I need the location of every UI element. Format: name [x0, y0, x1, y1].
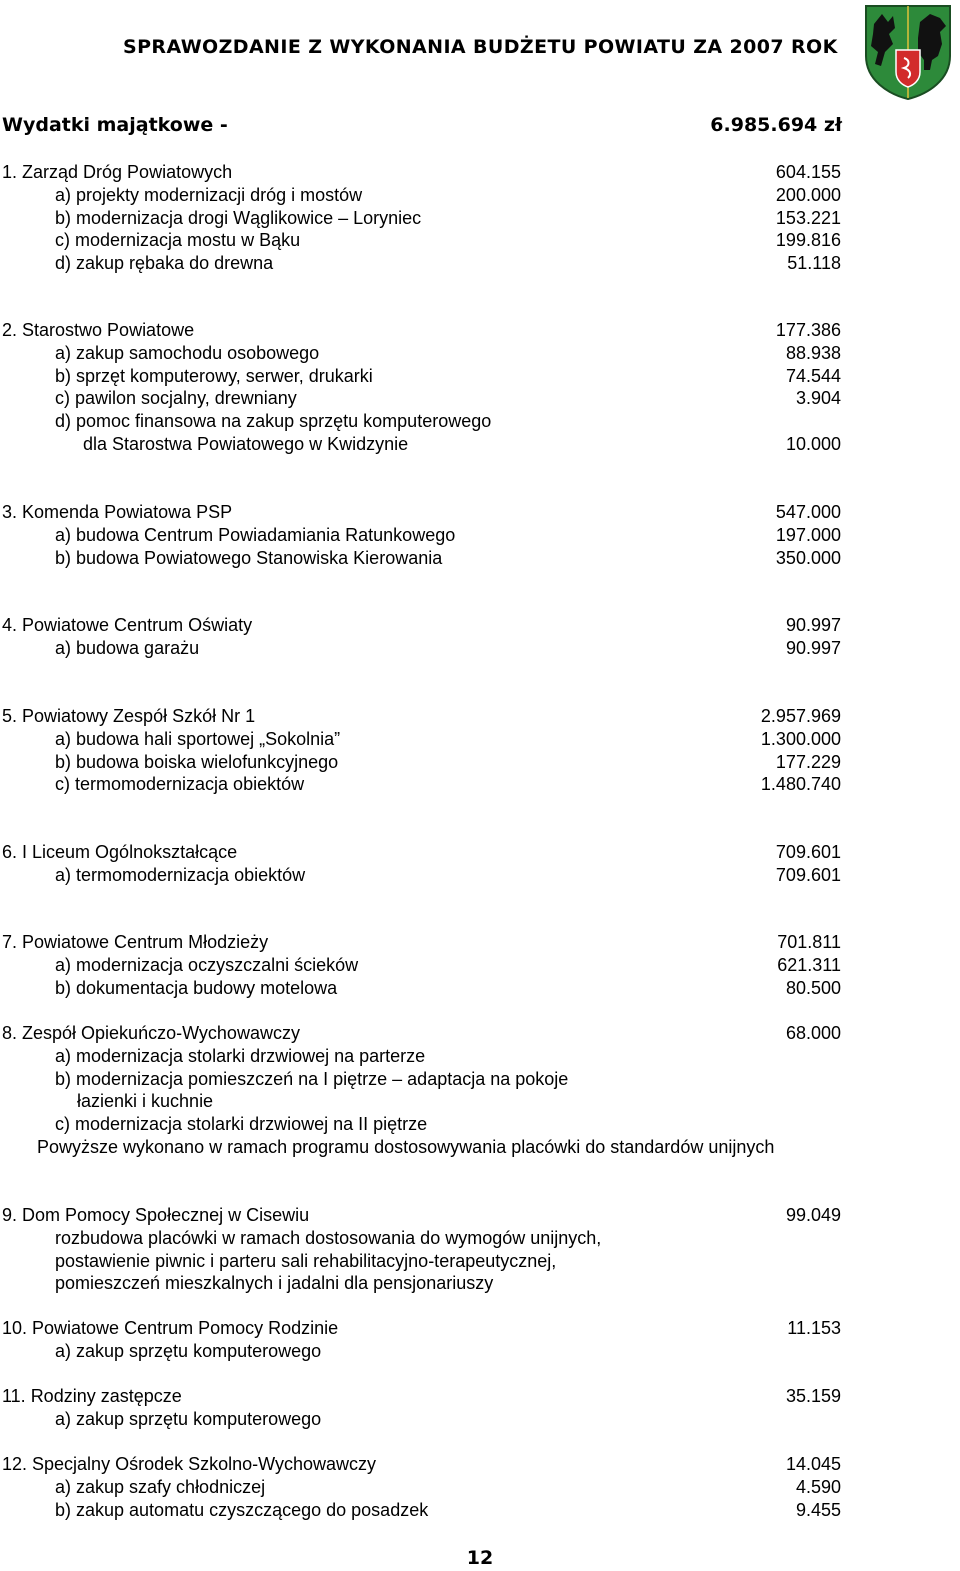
item-amount: 621.311	[777, 955, 841, 975]
section-title: 11. Rodziny zastępcze	[2, 1386, 182, 1406]
item-text: a) budowa garażu	[55, 638, 200, 658]
item-text: a) zakup szafy chłodniczej	[55, 1477, 266, 1497]
item-text: b) budowa Powiatowego Stanowiska Kierowania	[55, 548, 443, 568]
item-amount: 350.000	[775, 548, 841, 568]
section-title: 3. Komenda Powiatowa PSP	[2, 502, 233, 522]
section-amount: 14.045	[785, 1454, 841, 1474]
item-text: a) termomodernizacja obiektów	[55, 865, 306, 885]
section-amount: 701.811	[777, 932, 841, 952]
section-title: 10. Powiatowe Centrum Pomocy Rodzinie	[2, 1318, 339, 1338]
item-text: b) zakup automatu czyszczącego do posadzek	[55, 1500, 429, 1520]
item-text: c) pawilon socjalny, drewniany	[55, 388, 297, 408]
item-amount: 3.904	[795, 388, 841, 408]
item-text: dla Starostwa Powiatowego w Kwidzynie	[83, 434, 409, 454]
item-amount: 1.300.000	[760, 729, 841, 749]
section-title: 1. Zarząd Dróg Powiatowych	[2, 162, 233, 182]
page-number: 12	[466, 1547, 494, 1569]
item-amount: 10.000	[785, 434, 841, 454]
section-amount: 11.153	[787, 1318, 841, 1338]
section-title: 6. I Liceum Ogólnokształcące	[2, 842, 238, 862]
item-text: c) termomodernizacja obiektów	[55, 774, 305, 794]
item-text: pomieszczeń mieszkalnych i jadalni dla pensjonariuszy	[55, 1273, 494, 1293]
section-title: 5. Powiatowy Zespół Szkół Nr 1	[2, 706, 256, 726]
section-amount: 68.000	[785, 1023, 841, 1043]
section-title: 2. Starostwo Powiatowe	[2, 320, 195, 340]
item-amount: 88.938	[785, 343, 841, 363]
item-amount: 90.997	[785, 638, 841, 658]
section-title: 12. Specjalny Ośrodek Szkolno-Wychowawczy	[2, 1454, 376, 1474]
item-amount: 51.118	[787, 253, 841, 273]
section-amount: 547.000	[775, 502, 841, 522]
item-amount: 1.480.740	[760, 774, 841, 794]
section-amount: 99.049	[785, 1205, 841, 1225]
summary-label: Wydatki majątkowe -	[2, 114, 228, 136]
item-text: d) pomoc finansowa na zakup sprzętu komputerowego	[55, 411, 492, 431]
item-text: b) budowa boiska wielofunkcyjnego	[55, 752, 339, 772]
item-text: Powyższe wykonano w ramach programu dostosowywania placówki do standardów unijnych	[37, 1137, 775, 1157]
item-text: a) budowa hali sportowej „Sokolnia”	[55, 729, 341, 749]
item-amount: 80.500	[785, 978, 841, 998]
item-amount: 197.000	[775, 525, 841, 545]
section-title: 7. Powiatowe Centrum Młodzieży	[2, 932, 269, 952]
item-text: a) zakup samochodu osobowego	[55, 343, 320, 363]
section-title: 4. Powiatowe Centrum Oświaty	[2, 615, 253, 635]
item-amount: 74.544	[785, 366, 841, 386]
section-amount: 604.155	[775, 162, 841, 182]
item-text: a) projekty modernizacji dróg i mostów	[55, 185, 363, 205]
summary-total: 6.985.694 zł	[710, 114, 842, 136]
item-text: rozbudowa placówki w ramach dostosowania do wymogów unijnych,	[55, 1228, 602, 1248]
item-text: b) modernizacja pomieszczeń na I piętrze – adaptacja na pokoje	[55, 1069, 569, 1089]
section-amount: 709.601	[775, 842, 841, 862]
item-text: łazienki i kuchnie	[77, 1091, 214, 1111]
item-amount: 199.816	[775, 230, 841, 250]
item-text: b) modernizacja drogi Wąglikowice – Loryniec	[55, 208, 422, 228]
item-text: a) budowa Centrum Powiadamiania Ratunkowego	[55, 525, 456, 545]
section-title: 8. Zespół Opiekuńczo-Wychowawczy	[2, 1023, 300, 1043]
section-amount: 90.997	[785, 615, 841, 635]
item-text: c) modernizacja mostu w Bąku	[55, 230, 301, 250]
item-text: a) modernizacja stolarki drzwiowej na parterze	[55, 1046, 426, 1066]
crest-icon	[862, 4, 954, 100]
section-title: 9. Dom Pomocy Społecznej w Cisewiu	[2, 1205, 310, 1225]
item-text: d) zakup rębaka do drewna	[55, 253, 274, 273]
item-text: a) zakup sprzętu komputerowego	[55, 1341, 322, 1361]
section-amount: 2.957.969	[760, 706, 841, 726]
item-amount: 9.455	[795, 1500, 841, 1520]
item-text: c) modernizacja stolarki drzwiowej na II piętrze	[55, 1114, 428, 1134]
item-amount: 153.221	[775, 208, 841, 228]
item-text: a) modernizacja oczyszczalni ścieków	[55, 955, 359, 975]
item-amount: 4.590	[795, 1477, 841, 1497]
item-text: a) zakup sprzętu komputerowego	[55, 1409, 322, 1429]
item-text: b) dokumentacja budowy motelowa	[55, 978, 338, 998]
report-title: SPRAWOZDANIE Z WYKONANIA BUDŻETU POWIATU ZA 2007 ROK	[123, 36, 838, 58]
section-amount: 35.159	[785, 1386, 841, 1406]
item-text: b) sprzęt komputerowy, serwer, drukarki	[55, 366, 373, 386]
item-text: postawienie piwnic i parteru sali rehabilitacyjno-terapeutycznej,	[55, 1251, 557, 1271]
item-amount: 200.000	[775, 185, 841, 205]
item-amount: 177.229	[775, 752, 841, 772]
section-amount: 177.386	[775, 320, 841, 340]
item-amount: 709.601	[775, 865, 841, 885]
